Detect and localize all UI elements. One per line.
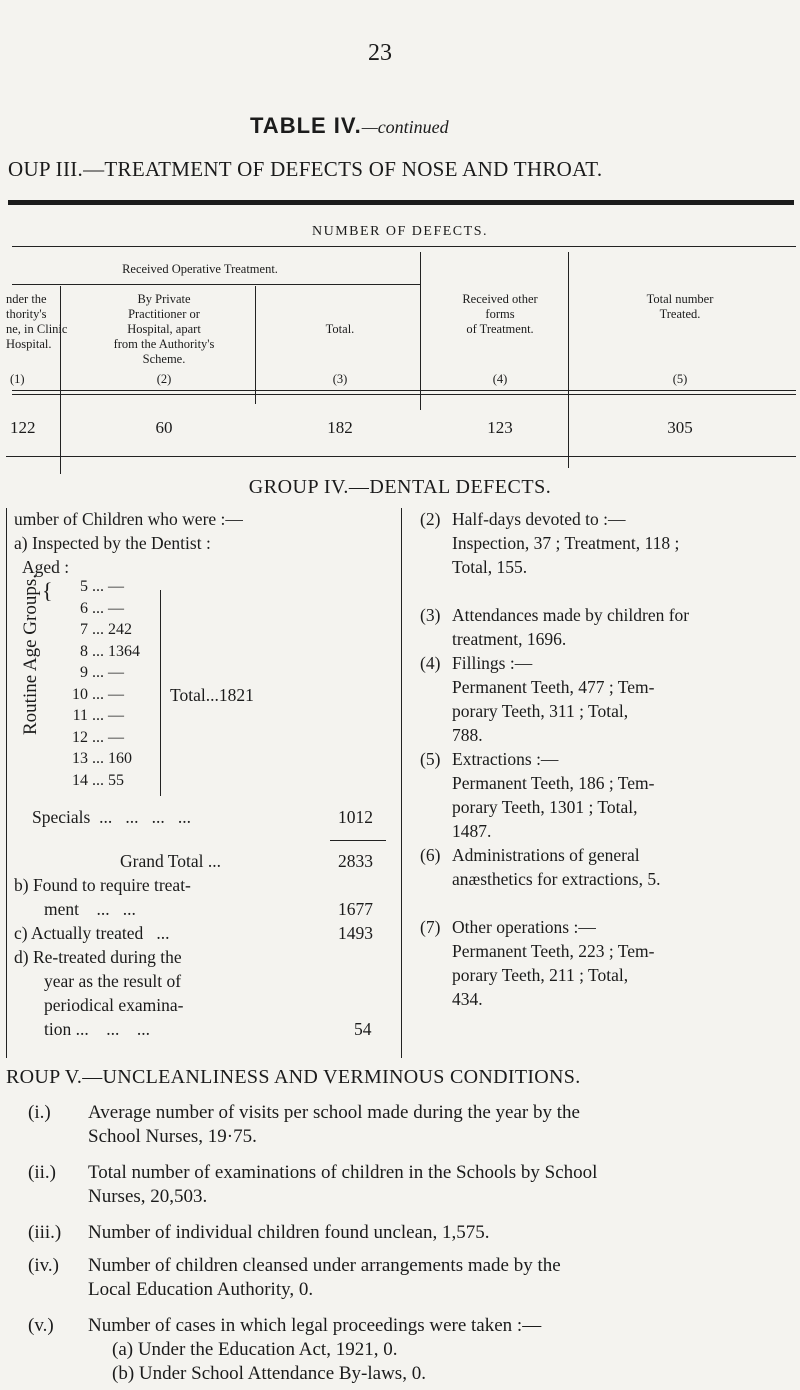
dental-item-line: Total, 155. (452, 557, 528, 577)
age-label: 5 (80, 578, 88, 595)
age-row (70, 600, 124, 618)
uncleanliness-item-line: School Nurses, 19·75. (88, 1126, 257, 1147)
leader-dots: ... (88, 750, 108, 767)
dental-item-number: (5) (420, 749, 441, 769)
uncleanliness-item-line: Nurses, 20,503. (88, 1186, 208, 1207)
dental-item-number: (6) (420, 845, 441, 865)
uncleanliness-item-line: Total number of examinations of children in the Schools by School (88, 1162, 598, 1183)
age-row (70, 707, 124, 725)
col4-number: (4) (492, 372, 508, 386)
dental-item-line: Extractions :— (452, 749, 559, 769)
uncleanliness-item-line: Number of cases in which legal proceedings were taken :— (88, 1315, 542, 1336)
age-label: 6 (80, 599, 88, 617)
leader-dots: ... (88, 707, 108, 724)
age-label: 13 (72, 750, 88, 767)
dental-item-line: Permanent Teeth, 223 ; Tem- (452, 941, 655, 961)
col-divider (568, 252, 569, 468)
uncleanliness-item-number: (iv.) (28, 1255, 59, 1276)
age-row (70, 664, 124, 682)
dental-item-line: Fillings :— (452, 653, 533, 673)
g4-intro: umber of Children who were :— (14, 509, 243, 529)
dental-item-line: porary Teeth, 211 ; Total, (452, 965, 629, 985)
col3-number: (3) (332, 372, 348, 386)
dental-item-line: Administrations of general (452, 845, 640, 865)
leader-dots: ... (88, 578, 108, 595)
dental-item-number: (7) (420, 917, 441, 937)
rule (12, 394, 796, 395)
leader-dots: ... (88, 728, 108, 746)
group5-title: ROUP V.—UNCLEANLINESS AND VERMINOUS CONDITIONS. (6, 1066, 581, 1088)
rule (12, 390, 796, 391)
col2-number: (2) (156, 372, 172, 386)
col5-value: 305 (667, 418, 693, 437)
title-rule (8, 200, 794, 205)
age-label: 11 (72, 707, 88, 724)
age-value: — (108, 578, 124, 595)
age-label: 8 (80, 642, 88, 660)
group4-title: GROUP IV.—DENTAL DEFECTS. (248, 476, 552, 498)
dental-item-line: Attendances made by children for (452, 605, 690, 625)
g4-inspected: a) Inspected by the Dentist : (14, 533, 211, 553)
rule (12, 246, 796, 247)
col2-value: 60 (155, 418, 173, 437)
dental-item-line: Half-days devoted to :— (452, 509, 626, 529)
age-label: 9 (80, 664, 88, 681)
uncleanliness-item-line: Number of children cleansed under arrangements made by the (88, 1255, 561, 1276)
rule (6, 456, 796, 457)
age-row (70, 729, 124, 747)
age-total-value: 1821 (218, 685, 254, 705)
age-value: 55 (108, 771, 124, 789)
leader-dots: ... (88, 771, 108, 789)
uncleanliness-item-line: Average number of visits per school made during the year by the (88, 1102, 580, 1123)
col2-header: By Private Practitioner or Hospital, apart from the Authority's Scheme. (113, 292, 215, 366)
uncleanliness-item-number: (ii.) (28, 1162, 56, 1183)
age-row (70, 686, 124, 704)
number-of-defects-heading: NUMBER OF DEFECTS. (312, 224, 488, 239)
b-value: 1677 (338, 899, 373, 919)
table-title (250, 113, 449, 139)
age-value: — (108, 599, 124, 617)
age-row (70, 578, 124, 596)
leader-dots: ... (88, 599, 108, 617)
group3-title: OUP III.—TREATMENT OF DEFECTS OF NOSE AND THROAT. (8, 157, 603, 181)
age-total (170, 684, 254, 706)
col-divider (420, 252, 421, 410)
age-value: — (108, 707, 124, 724)
age-label: 10 (72, 685, 88, 703)
col-divider (255, 286, 256, 404)
age-value: — (108, 664, 124, 681)
sum-rule (330, 840, 386, 841)
col5-header: Total number Treated. (646, 292, 714, 321)
uncleanliness-item-line: Local Education Authority, 0. (88, 1279, 314, 1300)
grand-total-value: 2833 (338, 851, 373, 871)
dental-item-line: treatment, 1696. (452, 629, 567, 649)
left-margin-rule (6, 508, 7, 1058)
dental-item-line: anæsthetics for extractions, 5. (452, 869, 661, 889)
received-operative-heading: Received Operative Treatment. (122, 262, 278, 276)
routine-age-groups-label: Routine Age Groups. (20, 574, 41, 735)
page-number: 23 (368, 40, 392, 66)
age-row (70, 621, 132, 639)
b-label2-text: ment (44, 899, 79, 919)
col3-value: 182 (327, 418, 353, 437)
age-value: — (108, 685, 124, 703)
uncleanliness-item-line: (a) Under the Education Act, 1921, 0. (112, 1339, 398, 1360)
specials-text: Specials (32, 807, 91, 827)
age-value: 1364 (108, 642, 140, 660)
age-total-label: Total... (170, 685, 219, 705)
c-label: c) Actually treated ... (14, 923, 170, 943)
col4-value: 123 (487, 418, 513, 437)
column-divider (401, 508, 402, 1058)
dental-item-line: 788. (452, 725, 483, 745)
dental-item-line: porary Teeth, 311 ; Total, (452, 701, 629, 721)
brace: { (42, 578, 53, 603)
bracket-line (160, 590, 161, 796)
col5-number: (5) (672, 372, 688, 386)
d-label-3: periodical examina- (44, 995, 184, 1015)
d-label-4: tion ... ... ... (44, 1019, 150, 1039)
dental-item-line: Inspection, 37 ; Treatment, 118 ; (452, 533, 680, 553)
grand-total-label: Grand Total ... (120, 851, 222, 871)
uncleanliness-item-line: (b) Under School Attendance By-laws, 0. (112, 1363, 426, 1384)
uncleanliness-item-line: Number of individual children found unclean, 1,575. (88, 1222, 490, 1243)
uncleanliness-item-number: (i.) (28, 1102, 51, 1123)
age-label: 14 (72, 771, 88, 789)
b-label-cont: ment ... ... (44, 899, 136, 919)
grand-total-text: Grand Total (120, 851, 204, 871)
leader-dots: ... (88, 664, 108, 681)
age-value: 242 (108, 621, 132, 638)
uncleanliness-item-number: (v.) (28, 1315, 54, 1336)
specials-label: Specials ... ... ... ... (32, 807, 191, 827)
uncleanliness-item-number: (iii.) (28, 1222, 62, 1243)
dental-item-number: (2) (420, 509, 441, 529)
age-value: 160 (108, 750, 132, 767)
c-value: 1493 (338, 923, 373, 943)
age-value: — (108, 728, 124, 746)
d-value: 54 (354, 1019, 372, 1039)
age-row (70, 772, 124, 790)
col3-header: Total. (325, 322, 355, 336)
leader-dots: ... (88, 621, 108, 638)
b-label: b) Found to require treat- (14, 875, 191, 895)
d-label-1: d) Re-treated during the (14, 947, 182, 967)
dental-item-line: Permanent Teeth, 186 ; Tem- (452, 773, 655, 793)
dental-item-number: (4) (420, 653, 441, 673)
col4-header: Received other forms of Treatment. (462, 292, 538, 336)
d-label4-text: tion (44, 1019, 72, 1039)
table-title-suffix: —continued (361, 117, 449, 137)
table-title-main: TABLE IV. (250, 113, 362, 138)
leader-dots: ... (88, 685, 108, 703)
d-label-2: year as the result of (44, 971, 182, 991)
g4-aged: Aged : (22, 557, 70, 577)
col1-header: nder the thority's ne, in Clinic Hospital. (6, 292, 68, 351)
dental-item-line: porary Teeth, 1301 ; Total, (452, 797, 638, 817)
dental-item-line: Other operations :— (452, 917, 596, 937)
leader-dots: ... (88, 642, 108, 660)
col1-value: 122 (10, 418, 36, 437)
rule (12, 284, 420, 285)
dental-item-line: Permanent Teeth, 477 ; Tem- (452, 677, 655, 697)
specials-value: 1012 (338, 807, 373, 827)
dental-item-number: (3) (420, 605, 441, 625)
age-row (70, 750, 132, 768)
age-row (70, 643, 140, 661)
c-label-text: c) Actually treated (14, 923, 144, 943)
dental-item-line: 434. (452, 989, 483, 1009)
col1-number: (1) (10, 372, 25, 386)
dental-item-line: 1487. (452, 821, 492, 841)
age-label: 12 (72, 728, 88, 746)
age-label: 7 (80, 621, 88, 638)
